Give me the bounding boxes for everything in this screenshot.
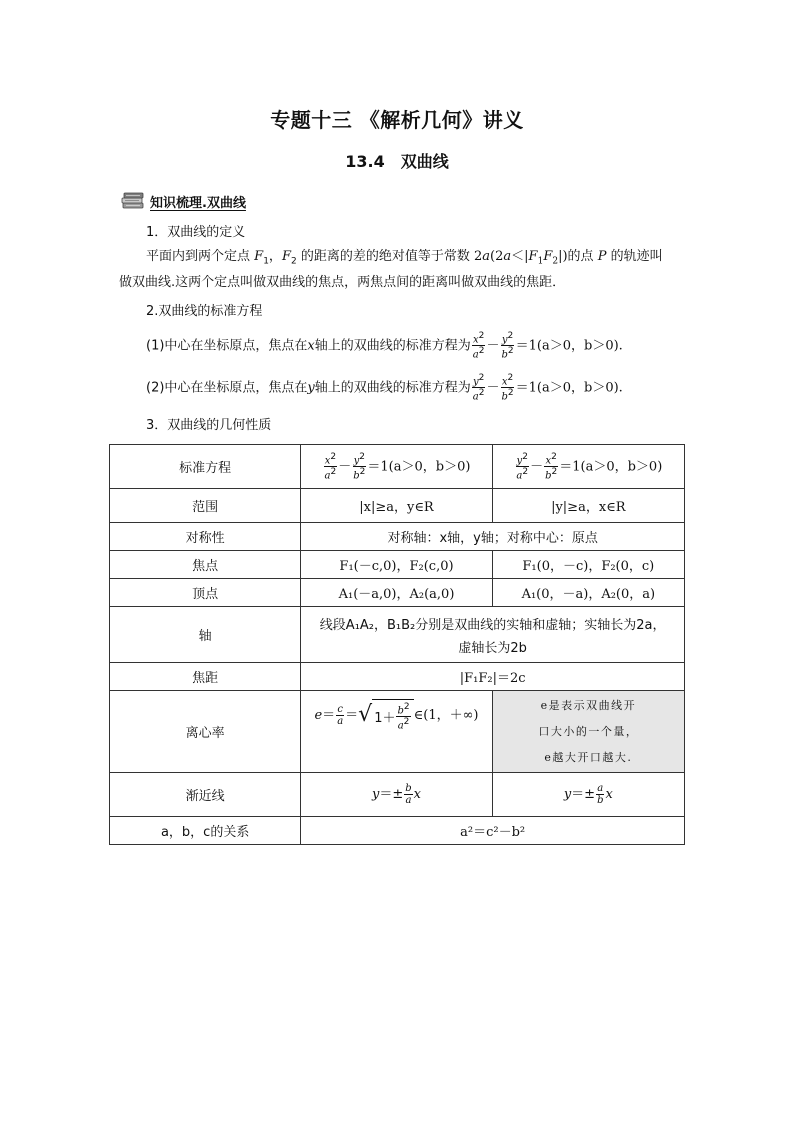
table-row: [110, 691, 685, 773]
document-subtitle: 13.4 双曲线: [345, 152, 449, 171]
table-row: [110, 551, 685, 579]
row-label: 焦点: [110, 551, 301, 579]
table-row: [110, 607, 685, 663]
axis-value: 线段A₁A₂，B₁B₂分别是双曲线的实轴和虚轴；实轴长为2a， 虚轴长为2b: [301, 607, 685, 663]
definition-line-1: 平面内到两个定点 $F_1$，$F_2$ 的距离的差的绝对值等于常数 $2a(2a<|F_1F_2|)$的点 P 的轨迹叫: [146, 249, 663, 267]
eq-y: $\frac{y^2}{a^2}$ － $\frac{x^2}{b^2}$ ＝1(a＞0，b＞0): [492, 445, 684, 489]
row-label: 范围: [110, 489, 301, 523]
row-label: 顶点: [110, 579, 301, 607]
table-row: [110, 579, 685, 607]
range-y: |y|≥a，x∈R: [492, 489, 684, 523]
table-row: [110, 523, 685, 551]
ecc-note: e是表示双曲线开 口大小的一个量， e越大开口越大.: [492, 691, 684, 773]
table-row: [110, 663, 685, 691]
standard-heading: 2.双曲线的标准方程: [146, 304, 263, 319]
range-x: |x|≥a，y∈R: [301, 489, 492, 523]
ecc-formula: e＝ $\frac{c}{a}$ ＝ √ 1＋ $\frac{b^2}{a^2}$ ∈(1，＋∞): [301, 691, 492, 773]
standard-item-2: (2)中心在坐标原点，焦点在y轴上的双曲线的标准方程为 $\frac{y^2}{a^2}$ － $\frac{x^2}{b^2}$ ＝1(a＞0，b＞0).: [146, 373, 623, 403]
focus-x: F₁(－c,0)，F₂(c,0): [301, 551, 492, 579]
properties-table: [109, 444, 685, 845]
standard-item-1: (1)中心在坐标原点，焦点在x轴上的双曲线的标准方程为 $\frac{x^2}{a^2}$ － $\frac{y^2}{b^2}$ ＝1(a＞0，b＞0).: [146, 331, 623, 361]
row-label: 渐近线: [110, 773, 301, 817]
books-icon: [120, 191, 146, 211]
definition-heading: 1．双曲线的定义: [146, 225, 246, 240]
row-label: 对称性: [110, 523, 301, 551]
table-row: [110, 489, 685, 523]
document-title: 专题十三 《解析几何》讲义: [270, 108, 524, 132]
asym-x: y＝± $\frac{b}{a}$ x: [301, 773, 492, 817]
section-title: 知识梳理.双曲线: [150, 195, 246, 211]
section-header: [120, 190, 246, 212]
row-label: 轴: [110, 607, 301, 663]
eq-x: $\frac{x^2}{a^2}$ － $\frac{y^2}{b^2}$ ＝1(a＞0，b＞0): [301, 445, 492, 489]
table-row: [110, 817, 685, 845]
focal-value: |F₁F₂|＝2c: [301, 663, 685, 691]
row-label: a，b，c的关系: [110, 817, 301, 845]
definition-line-2: 做双曲线.这两个定点叫做双曲线的焦点，两焦点间的距离叫做双曲线的焦距．: [119, 275, 566, 290]
relation-value: a²＝c²－b²: [301, 817, 685, 845]
vertex-y: A₁(0，－a)，A₂(0，a): [492, 579, 684, 607]
focus-y: F₁(0，－c)，F₂(0，c): [492, 551, 684, 579]
table-row: [110, 773, 685, 817]
symmetry-value: 对称轴：x轴，y轴；对称中心：原点: [301, 523, 685, 551]
row-label: 焦距: [110, 663, 301, 691]
asym-y: y＝± $\frac{a}{b}$ x: [492, 773, 684, 817]
row-label: 离心率: [110, 691, 301, 773]
properties-heading: 3．双曲线的几何性质: [146, 418, 272, 433]
vertex-x: A₁(－a,0)，A₂(a,0): [301, 579, 492, 607]
table-row: [110, 445, 685, 489]
row-label: 标准方程: [110, 445, 301, 489]
